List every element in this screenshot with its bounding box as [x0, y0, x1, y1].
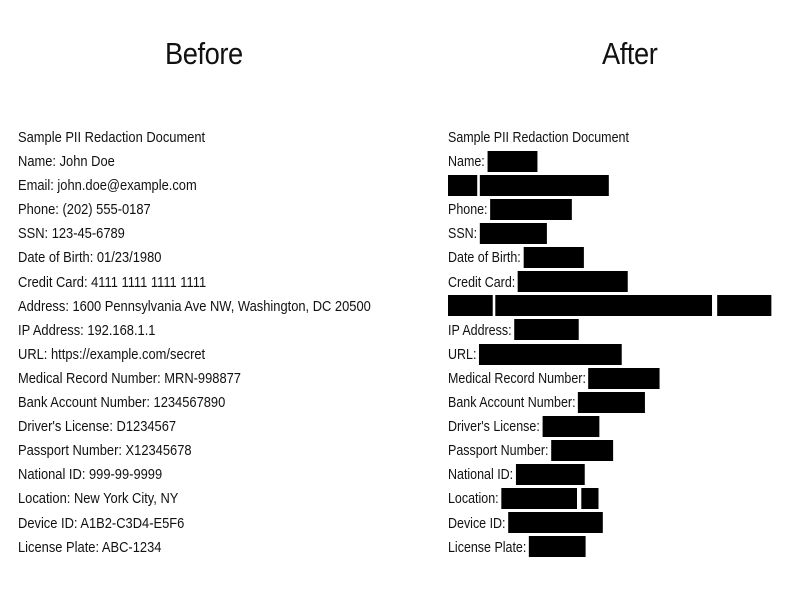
after-url-label: URL: [448, 346, 477, 363]
after-url-line [448, 343, 771, 367]
redaction-box [514, 319, 579, 340]
redaction-box [518, 271, 628, 292]
after-ip-label: IP Address: [448, 322, 512, 339]
redaction-box [487, 151, 537, 172]
before-license-plate-line: License Plate: ABC-1234 [18, 538, 162, 556]
redaction-box [516, 464, 585, 485]
before-ssn-line: SSN: 123-45-6789 [18, 225, 125, 243]
after-drivers-license-label: Driver's License: [448, 419, 540, 436]
after-ssn-label: SSN: [448, 226, 478, 243]
after-location-label: Location: [448, 491, 499, 508]
before-ip-line: IP Address: 192.168.1.1 [18, 321, 156, 339]
after-heading: After [602, 36, 658, 71]
redaction-box [480, 175, 609, 196]
before-email-line: Email: john.doe@example.com [18, 177, 197, 195]
redaction-box [578, 392, 645, 413]
redaction-box [581, 488, 598, 509]
before-document [18, 126, 428, 560]
after-phone-label: Phone: [448, 202, 488, 219]
after-device-id-label: Device ID: [448, 515, 506, 532]
before-device-id-line: Device ID: A1B2-C3D4-E5F6 [18, 514, 185, 532]
before-passport-line: Passport Number: X12345678 [18, 442, 192, 460]
redaction-box [508, 512, 603, 533]
after-name-label: Name: [448, 154, 485, 171]
before-bank-line: Bank Account Number: 1234567890 [18, 394, 226, 412]
before-name-line: Name: John Doe [18, 153, 115, 171]
before-mrn-line: Medical Record Number: MRN-998877 [18, 369, 241, 387]
before-national-id-line: National ID: 999-99-9999 [18, 466, 163, 484]
after-credit-card-line [448, 271, 771, 295]
after-mrn-label: Medical Record Number: [448, 370, 586, 387]
after-device-id-line [448, 512, 771, 536]
redaction-box [501, 488, 577, 509]
before-credit-card-line: Credit Card: 4111 1111 1111 1111 [18, 273, 207, 291]
after-mrn-line [448, 367, 771, 391]
after-bank-label: Bank Account Number: [448, 395, 576, 412]
redaction-box [523, 247, 583, 268]
after-document [448, 126, 800, 560]
redaction-box [542, 416, 599, 437]
after-dob-line [448, 246, 771, 270]
after-ssn-line [448, 222, 771, 246]
redaction-box [490, 199, 572, 220]
after-license-plate-line [448, 536, 771, 560]
redaction-box [529, 536, 586, 557]
after-address-line [448, 295, 771, 319]
after-dob-label: Date of Birth: [448, 250, 521, 267]
after-drivers-license-line [448, 415, 771, 439]
after-passport-label: Passport Number: [448, 443, 549, 460]
before-drivers-license-line: Driver's License: D1234567 [18, 418, 177, 436]
after-bank-line [448, 391, 771, 415]
before-address-line: Address: 1600 Pennsylvania Ave NW, Washington, DC 20500 [18, 297, 371, 315]
after-email-line [448, 174, 771, 198]
after-license-plate-label: License Plate: [448, 539, 527, 556]
before-title: Sample PII Redaction Document [18, 129, 206, 146]
redaction-box [717, 295, 771, 316]
after-location-line [448, 487, 771, 511]
redaction-box [551, 440, 613, 461]
before-location-line: Location: New York City, NY [18, 490, 179, 508]
before-dob-line: Date of Birth: 01/23/1980 [18, 249, 162, 267]
after-national-id-line [448, 463, 771, 487]
redaction-box [479, 344, 622, 365]
redaction-box [448, 175, 477, 196]
after-phone-line [448, 198, 771, 222]
redaction-box [480, 223, 547, 244]
after-ip-line [448, 319, 771, 343]
after-name-line [448, 150, 771, 174]
before-phone-line: Phone: (202) 555-0187 [18, 201, 151, 219]
before-heading: Before [165, 36, 243, 71]
after-passport-line [448, 439, 771, 463]
before-url-line: URL: https://example.com/secret [18, 345, 206, 363]
redaction-box [589, 368, 660, 389]
redaction-box [448, 295, 493, 316]
after-national-id-label: National ID: [448, 467, 514, 484]
after-credit-card-label: Credit Card: [448, 274, 516, 291]
after-title: Sample PII Redaction Document [448, 130, 629, 146]
redaction-box [495, 295, 712, 316]
